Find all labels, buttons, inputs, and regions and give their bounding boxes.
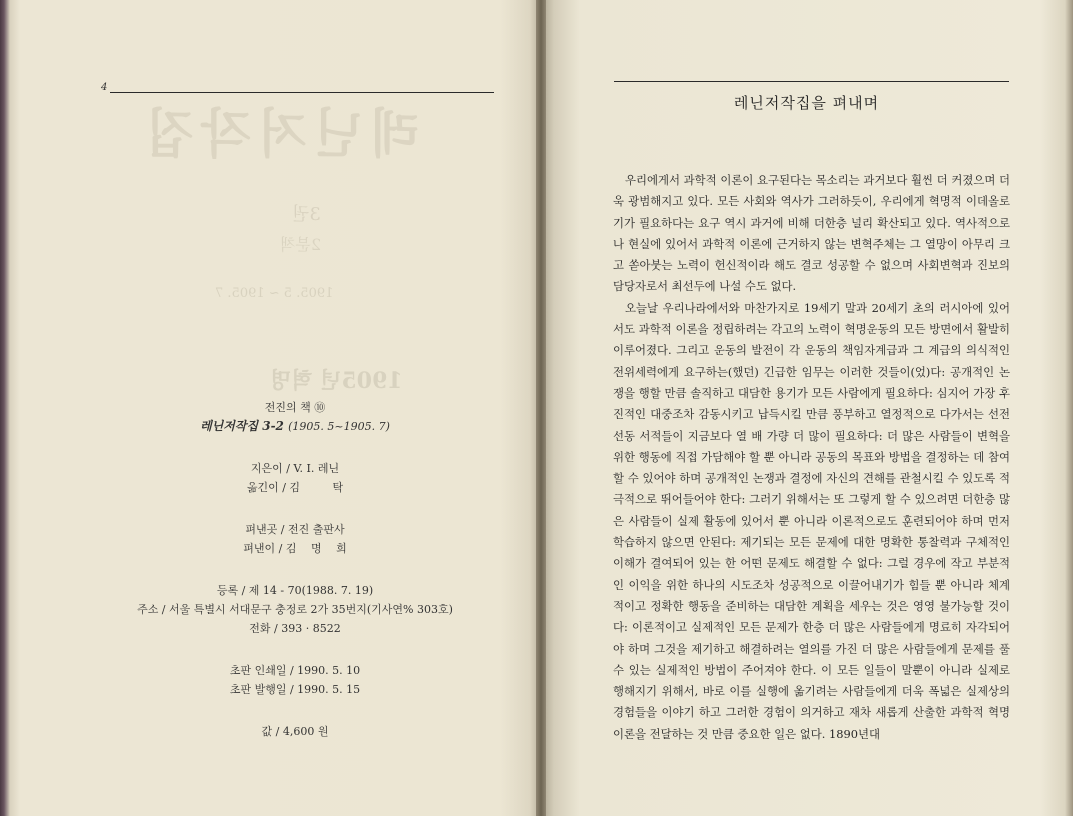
translator-line: 옮긴이 / 김 탁 bbox=[246, 481, 344, 494]
body-text bbox=[613, 170, 1010, 745]
paragraph: 우리에게서 과학적 이론이 요구된다는 목소리는 과거보다 훨씬 더 커졌으며 더욱 광범해지고 있다. 모든 사회와 역사가 그러하듯이, 우리에게 혁명적 이데올로기가 필요하다는 요구 역시 과거에 비해 더한층 널리 확산되고 있다. 역사적으로나 현실에 있어서 과학적 이론에 근거하지 않는 변혁주체는 그 열망이 아무리 크고 쏟아붓는 노력이 헌신적이라 해도 결코 성공할 수 없으며 사회변혁과 진보의 담당자로서 최선두에 나설 수도 없다. bbox=[613, 173, 1010, 294]
book-date-range: (1905. 5~1905. 7) bbox=[288, 420, 390, 433]
book-title-line bbox=[90, 419, 500, 434]
bleed-through-volume: 3권 bbox=[292, 204, 321, 225]
header-rule bbox=[110, 92, 494, 93]
book-title: 레닌저작집 3-2 bbox=[200, 419, 284, 433]
right-page bbox=[540, 0, 1073, 816]
publisher-house-line: 펴낸곳 / 전진 출판사 bbox=[245, 523, 345, 536]
print-dates-block bbox=[90, 663, 500, 697]
bleed-through-title: 레닌저작집 bbox=[138, 104, 420, 165]
series-name: 전진의 책 ⑩ bbox=[264, 401, 326, 414]
bleed-through-date: 1905. 5 ~ 1905. 7 bbox=[215, 286, 334, 301]
registration-block bbox=[90, 583, 500, 636]
bleed-through-year: 1905년 혁명 bbox=[270, 368, 403, 394]
book-spine bbox=[536, 0, 546, 816]
first-publish-line: 초판 발행일 / 1990. 5. 15 bbox=[229, 683, 361, 696]
registration-line: 등록 / 제 14 - 70(1988. 7. 19) bbox=[216, 584, 374, 597]
bleed-through-part: 2분책 bbox=[280, 235, 322, 254]
publisher-block bbox=[90, 522, 500, 556]
credits-block bbox=[90, 461, 500, 495]
address-line: 주소 / 서울 특별시 서대문구 충정로 2가 35번지(기사연% 303호) bbox=[137, 603, 453, 616]
first-print-line: 초판 인쇄일 / 1990. 5. 10 bbox=[229, 664, 361, 677]
publisher-person-line: 펴낸이 / 김 명 희 bbox=[243, 542, 347, 555]
phone-line: 전화 / 393 · 8522 bbox=[249, 622, 341, 635]
author-line: 지은이 / V. I. 레닌 bbox=[250, 462, 340, 475]
page-number: 4 bbox=[101, 82, 108, 93]
price-block bbox=[90, 724, 500, 739]
colophon bbox=[90, 400, 500, 743]
chapter-heading: 레닌저작집을 펴내며 bbox=[733, 94, 880, 112]
paragraph: 오늘날 우리나라에서와 마찬가지로 19세기 말과 20세기 초의 러시아에 있어서도 과학적 이론을 정립하려는 각고의 노력이 혁명운동의 모든 방면에서 활발히 이루어졌다. 그리고 운동의 발전이 각 운동의 책임자계급과 그 계급의 의식적인 전위세력에게 요구하는(했던) 긴급한 임무는 이러한 것들이(었)다: 공개적인 논쟁을 행할 만큼 솔직하고 대담한 용기가 모든 사람에게 필요하다: 심지어 가장 후진적인 대중조차 감동시키고 납득시킬 만큼 풍부하고 열정적으로 다가서는 선전선동 서적들이 지금보다 열 배 가량 더 많이 필요하다: 더 많은 사람들이 변혁을 위한 행동에 직접 가담해야 할 뿐 아니라 공동의 목표와 방법을 결정하는 데 참여할 수 있어야 하며 공개적인 논쟁과 결정에 자신의 견해를 관철시킬 수 있도록 적극적으로 뛰어들어야 한다: 그러기 위해서는 또 그렇게 할 수 있으려면 더한층 많은 사람들이 실제 활동에 있어서 뿐 아니라 이론적으로도 훈련되어야 하며 먼저 학습하지 않으면 안된다: 제기되는 모든 문제에 대한 명확한 통찰력과 구체적인 이해가 결여되어 있는 한 어떤 문제도 해결할 수 없다: 그럴 경우에 작고 부분적인 이익을 위한 하나의 시도조차 성공적으로 이끌어내기가 힘들 뿐 아니라 체계적이고 정확한 행동을 준비하는 대담한 계획을 세우는 것은 영영 불가능할 것이다: 이론적이고 실제적인 모든 문제가 한층 더 많은 사람들에게 명료히 자각되어야 하며 그것을 제기하고 해결하려는 열의를 가진 더 많은 사람들에게 문제를 풀 수 있는 실제적인 방법이 주어져야 한다. 이 모든 일들이 말뿐이 아니라 실제로 행해지기 위해서, 바로 이를 실행에 옮기려는 사람들에게 더욱 폭넓은 실제상의 경험들을 이야기 하고 그러한 경험이 의거하고 재차 새롭게 산출한 과학적 혁명이론을 전달하는 것 만큼 중요한 일은 없다. 1890년대 bbox=[613, 300, 1010, 741]
header-rule bbox=[614, 81, 1009, 82]
price-line: 값 / 4,600 원 bbox=[261, 725, 329, 738]
